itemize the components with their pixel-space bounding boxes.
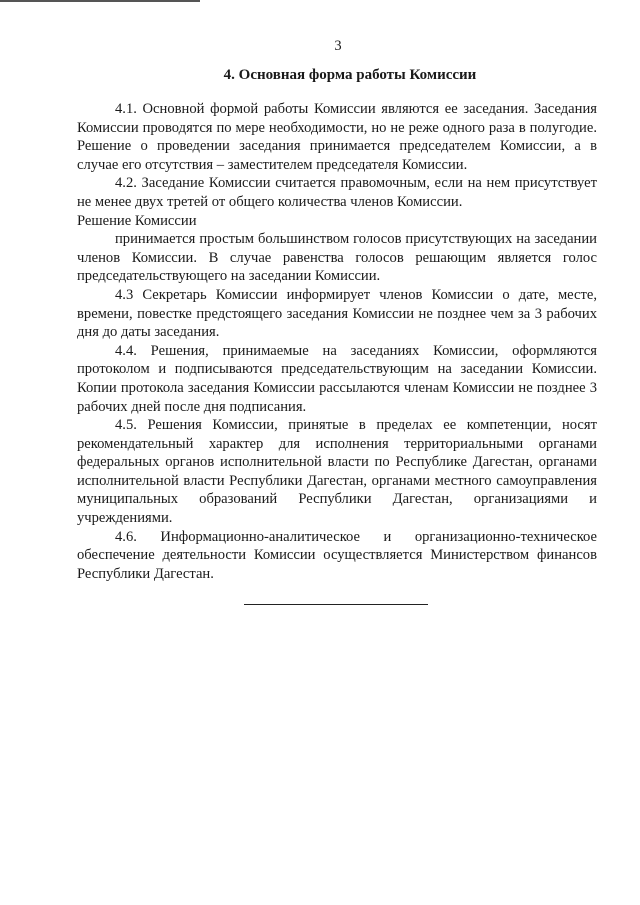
paragraph-4-3: 4.3 Секретарь Комиссии информирует членов Комиссии о дате, месте, времени, повестке предстоящего заседания Комиссии не позднее чем за 3 рабочих дня до даты заседания. (77, 286, 597, 341)
paragraph-4-5: 4.5. Решения Комиссии, принятые в пределах ее компетенции, носят рекомендательный характер для исполнения территориальными органами федеральных органов исполнительной власти по Республике Дагестан, органами исполнительной власти Республики Дагестан, органами местного самоуправления муниципальных образований Республики Дагестан, организациями и учреждениями. (77, 417, 597, 527)
paragraph-4-1: 4.1. Основной формой работы Комиссии являются ее заседания. Заседания Комиссии проводятся по мере необходимости, но не реже одного раза в полугодие. Решение о проведении заседания принимается председателем Комиссии, а в случае его отсутствия – заместителем председателя Комиссии. (77, 101, 597, 173)
scan-edge-line (0, 0, 200, 2)
end-of-document-rule (244, 604, 428, 605)
paragraph-4-2-continuation: принимается простым большинством голосов присутствующих на заседании членов Комиссии. В случае равенства голосов решающим является голос председательствующего на заседании Комиссии. (77, 231, 597, 285)
section-title: 4. Основная форма работы Комиссии (223, 67, 477, 83)
page-number: 3 (334, 38, 342, 54)
paragraph-4-4: 4.4. Решения, принимаемые на заседаниях Комиссии, оформляются протоколом и подписываются председательствующим на заседании Комиссии. Копии протокола заседания Комиссии рассылаются членам Комиссии не позднее 3 рабочих дней после дня подписания. (77, 342, 597, 415)
paragraph-4-2: 4.2. Заседание Комиссии считается правомочным, если на нем присутствует не менее двух третей от общего количества членов Комиссии. (77, 175, 597, 210)
paragraph-4-2-decision-heading: Решение Комиссии (77, 212, 197, 229)
paragraph-4-6: 4.6. Информационно-аналитическое и организационно-техническое обеспечение деятельности Комиссии осуществляется Министерством финансов Республики Дагестан. (77, 528, 597, 582)
document-body (77, 100, 597, 583)
